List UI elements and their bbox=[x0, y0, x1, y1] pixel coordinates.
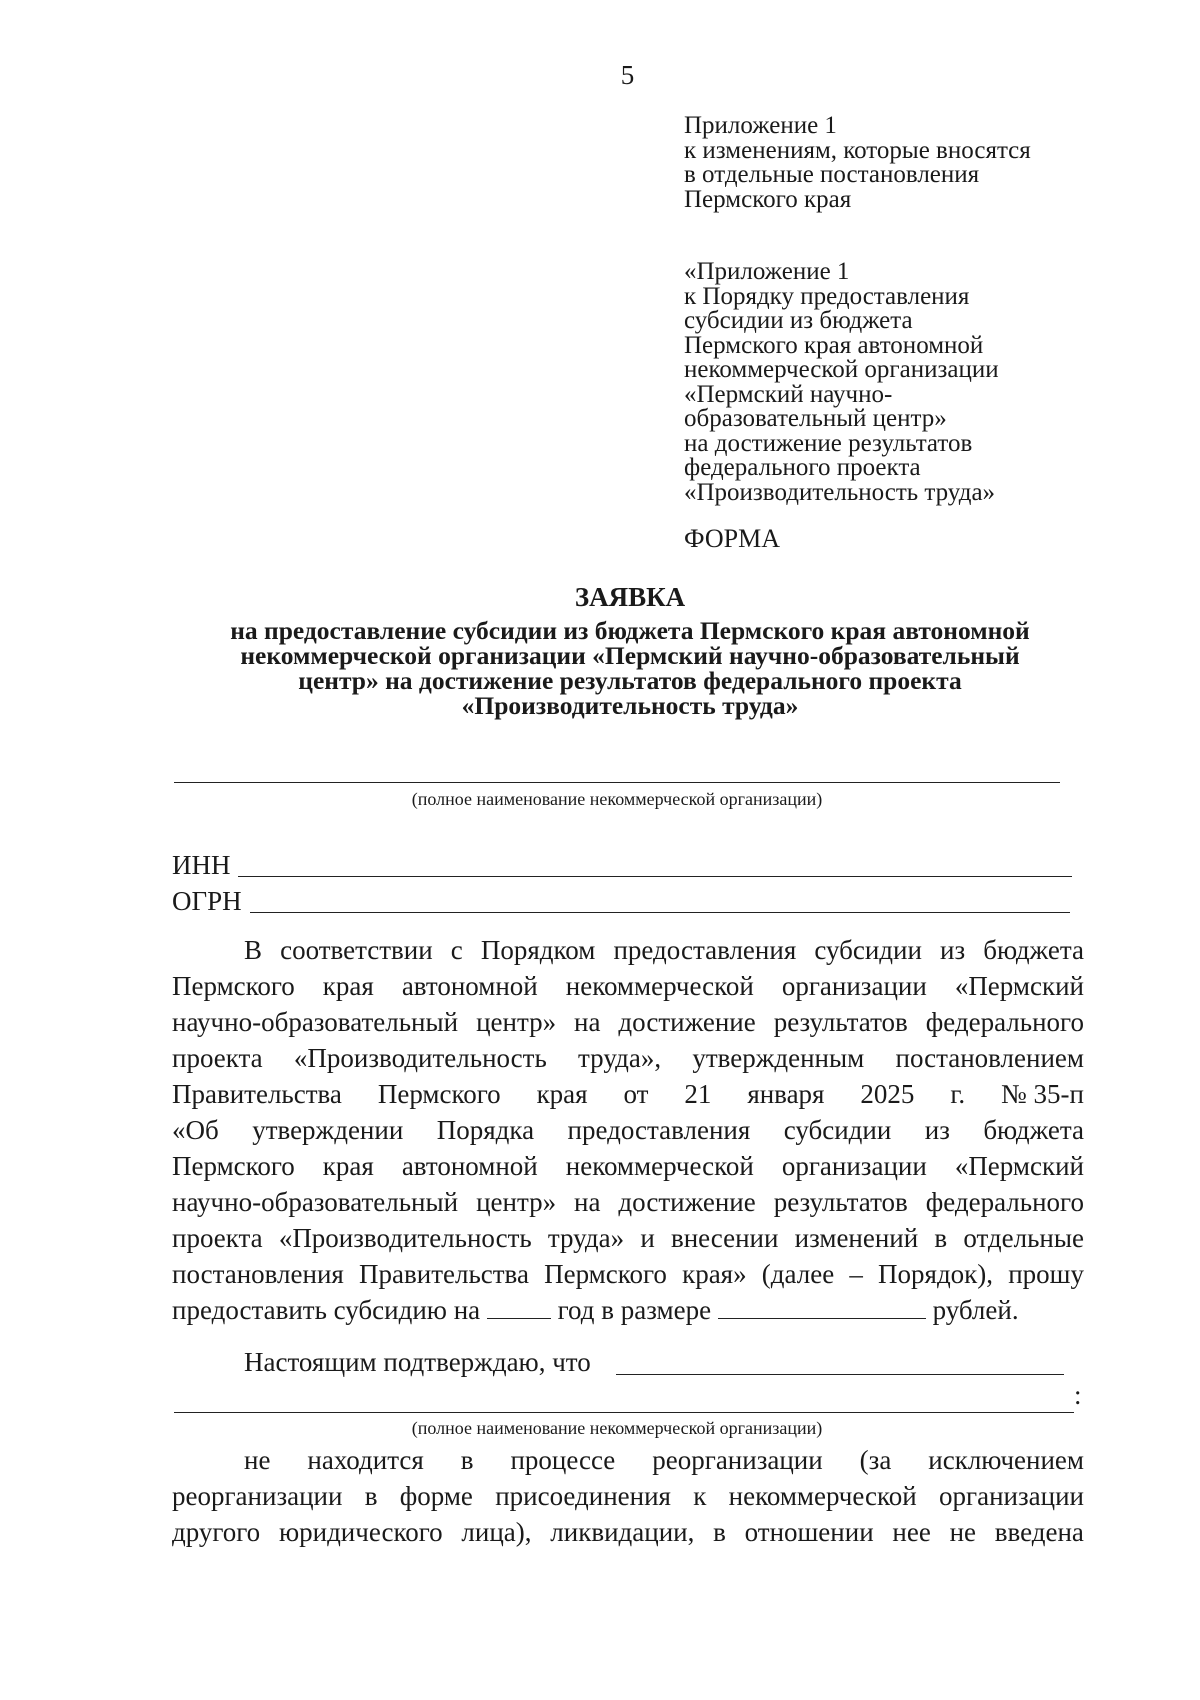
paragraph-line: проекта «Производительность труда» и внесении изменений в отдельные bbox=[172, 1223, 1084, 1253]
paragraph-line: Правительства Пермского края от 21 января 2025 г. № 35-п bbox=[172, 1079, 1084, 1109]
paragraph-line: Пермского края автономной некоммерческой организации «Пермский bbox=[172, 1151, 1084, 1181]
appendix-order-line: образовательный центр» bbox=[684, 405, 947, 432]
confirm-org-field[interactable] bbox=[616, 1374, 1064, 1375]
paragraph-line: научно-образовательный центр» на достижение результатов федерального bbox=[172, 1187, 1084, 1217]
amount-blank-field[interactable] bbox=[718, 1294, 926, 1319]
form-label: ФОРМА bbox=[684, 524, 780, 553]
paragraph-line: постановления Правительства Пермского края» (далее – Порядок), прошу bbox=[172, 1259, 1084, 1289]
paragraph-line: реорганизации в форме присоединения к некоммерческой организации bbox=[172, 1481, 1084, 1511]
appendix-order-line: некоммерческой организации bbox=[684, 356, 999, 383]
paragraph-line: научно-образовательный центр» на достижение результатов федерального bbox=[172, 1007, 1084, 1037]
appendix-line: Приложение 1 bbox=[684, 112, 837, 139]
org-name-caption: (полное наименование некоммерческой организации) bbox=[411, 789, 823, 809]
subtitle-line: центр» на достижение результатов федерального проекта bbox=[298, 666, 962, 695]
appendix-order-line: «Производительность труда» bbox=[684, 478, 996, 506]
confirm-org-field-line2[interactable] bbox=[174, 1412, 1074, 1413]
inn-label: ИНН bbox=[172, 850, 231, 880]
paragraph-line: Пермского края автономной некоммерческой организации «Пермский bbox=[172, 971, 1084, 1001]
year-blank-field[interactable] bbox=[487, 1294, 551, 1319]
confirm-text: Настоящим подтверждаю, что bbox=[244, 1347, 591, 1377]
colon-mark: : bbox=[1074, 1380, 1082, 1410]
paragraph-last-line: предоставить субсидию на год в размере рублей. bbox=[172, 1295, 1019, 1325]
ogrn-label: ОГРН bbox=[172, 886, 242, 916]
subtitle-line: «Производительность труда» bbox=[461, 691, 799, 720]
paragraph-line: «Об утверждении Порядка предоставления субсидии из бюджета bbox=[172, 1115, 1084, 1145]
appendix-order-header bbox=[684, 260, 1184, 505]
appendix-order-line: «Пермский научно- bbox=[684, 380, 893, 408]
paragraph-line: проекта «Производительность труда», утвержденным постановлением bbox=[172, 1043, 1084, 1073]
appendix-order-line: федерального проекта bbox=[684, 454, 921, 481]
appendix-order-line: к Порядку предоставления bbox=[684, 282, 970, 310]
paragraph-line: В соответствии с Порядком предоставления субсидии из бюджета bbox=[244, 935, 1084, 965]
document-title: ЗАЯВКА bbox=[574, 582, 686, 612]
page-number: 5 bbox=[620, 60, 635, 90]
subtitle-line: некоммерческой организации «Пермский научно-образовательный bbox=[240, 641, 1020, 670]
inn-field[interactable] bbox=[238, 876, 1072, 877]
paragraph-conditions bbox=[172, 1442, 1084, 1550]
appendix-order-line: Пермского края автономной bbox=[684, 331, 984, 359]
ogrn-field[interactable] bbox=[250, 912, 1070, 913]
appendix-header bbox=[684, 114, 1184, 212]
paragraph-line: не находится в процессе реорганизации (за исключением bbox=[244, 1445, 1084, 1475]
appendix-order-line: «Приложение 1 bbox=[684, 258, 850, 285]
appendix-line: Пермского края bbox=[684, 185, 852, 213]
appendix-order-line: субсидии из бюджета bbox=[684, 307, 913, 334]
appendix-line: в отдельные постановления bbox=[684, 161, 980, 188]
paragraph-line: другого юридического лица), ликвидации, в отношении нее не введена bbox=[172, 1517, 1084, 1547]
subtitle-line: на предоставление субсидии из бюджета Пермского края автономной bbox=[230, 616, 1030, 645]
confirm-org-caption: (полное наименование некоммерческой организации) bbox=[411, 1418, 823, 1438]
appendix-line: к изменениям, которые вносятся bbox=[684, 136, 1031, 164]
org-name-line[interactable] bbox=[174, 782, 1060, 783]
appendix-order-line: на достижение результатов bbox=[684, 429, 973, 457]
paragraph-main bbox=[172, 932, 1084, 1328]
document-subtitle bbox=[150, 618, 1110, 718]
